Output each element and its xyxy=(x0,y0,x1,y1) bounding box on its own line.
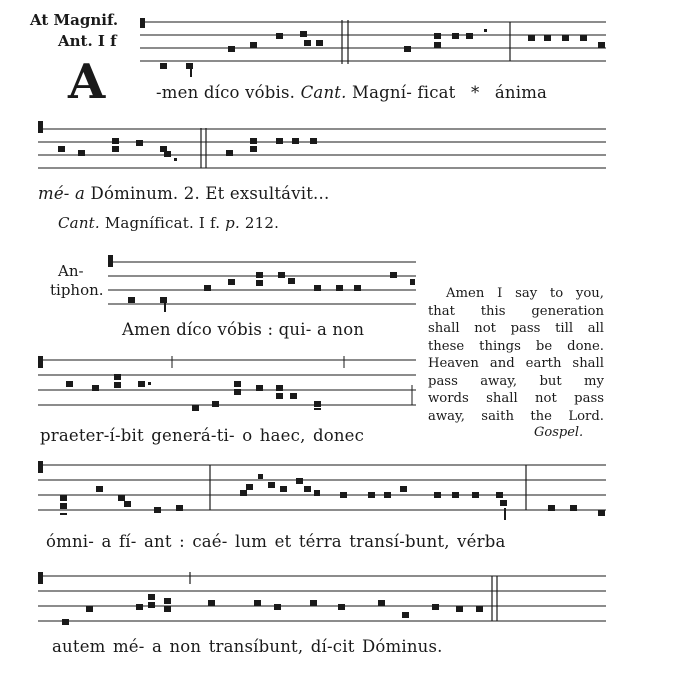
lyric-2a: mé- a xyxy=(38,184,86,203)
translation-source: Gospel. xyxy=(534,425,584,440)
translation-line: these things be done. xyxy=(428,338,604,354)
translation-line: words shall not pass xyxy=(428,391,604,406)
translation-line: Heaven and earth shall xyxy=(428,356,604,371)
antiphon-lyric-3: ómni- a fí- ant : caé- lum et térra transí-bunt, vérba xyxy=(46,532,506,551)
asterisk-mark: * xyxy=(470,83,480,102)
cant-label-1: Cant. xyxy=(300,83,347,102)
reference-page-label: p. xyxy=(225,214,240,232)
drop-cap: A xyxy=(68,54,106,110)
lyric-1c: ánima xyxy=(494,83,548,102)
lyric-1a: -men díco vóbis. xyxy=(156,83,296,102)
antiphon-lyric-1: Amen díco vóbis : qui- a non xyxy=(122,320,365,339)
antiphon-lyric-4: autem mé- a non transíbunt, dí-cit Dóminus. xyxy=(52,637,443,656)
reference-page-number: 212. xyxy=(244,214,280,232)
translation-line: that this generation xyxy=(428,303,604,319)
reference-text: Magníficat. I f. xyxy=(104,214,221,232)
lyric-1b: Magní- ficat xyxy=(352,83,456,102)
antiphon-label-1: An- xyxy=(58,262,84,280)
lyric-2b: Dóminum. 2. Et exsultávit... xyxy=(90,184,330,203)
magnificat-label: At Magnif. xyxy=(30,11,119,29)
antiphon-label-2: tiphon. xyxy=(50,281,104,299)
reference-cant: Cant. xyxy=(58,214,100,232)
antiphon-lyric-2: praeter-í-bit generá-ti- o haec, donec xyxy=(40,426,365,445)
translation-line: Amen I say to you, xyxy=(446,286,604,301)
translation-line: shall not pass till all xyxy=(428,321,604,336)
translation-line: away, saith the Lord. xyxy=(428,408,604,424)
clef-icon xyxy=(38,572,43,584)
translation-line: pass away, but my xyxy=(428,373,604,389)
antiphon-mode-label: Ant. I f xyxy=(58,32,117,50)
